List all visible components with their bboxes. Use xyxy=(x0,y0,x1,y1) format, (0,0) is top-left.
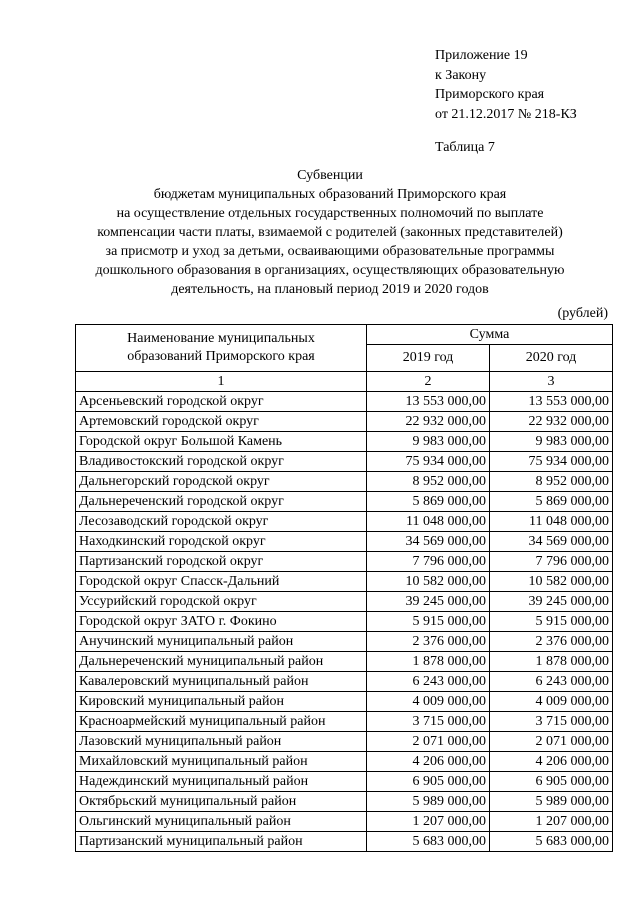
municipality-name-cell: Анучинский муниципальный район xyxy=(76,632,367,652)
header-year-2019: 2019 год xyxy=(367,345,490,372)
table-row xyxy=(76,692,613,712)
amount-2020-cell: 39 245 000,00 xyxy=(490,592,613,612)
table-row xyxy=(76,612,613,632)
amount-2019-cell: 2 376 000,00 xyxy=(367,632,490,652)
table-row xyxy=(76,512,613,532)
amount-2020-cell: 4 009 000,00 xyxy=(490,692,613,712)
municipality-name-cell: Михайловский муниципальный район xyxy=(76,752,367,772)
table-row xyxy=(76,732,613,752)
municipality-name-cell: Дальнереченский муниципальный район xyxy=(76,652,367,672)
amount-2020-cell: 6 905 000,00 xyxy=(490,772,613,792)
municipality-name-cell: Надеждинский муниципальный район xyxy=(76,772,367,792)
amount-2020-cell: 4 206 000,00 xyxy=(490,752,613,772)
municipality-name-cell: Артемовский городской округ xyxy=(76,412,367,432)
amount-2019-cell: 34 569 000,00 xyxy=(367,532,490,552)
municipality-name-cell: Дальнегорский городской округ xyxy=(76,472,367,492)
table-row xyxy=(76,772,613,792)
municipality-name-cell: Красноармейский муниципальный район xyxy=(76,712,367,732)
amount-2020-cell: 22 932 000,00 xyxy=(490,412,613,432)
amount-2019-cell: 5 915 000,00 xyxy=(367,612,490,632)
table-row xyxy=(76,592,613,612)
amount-2020-cell: 13 553 000,00 xyxy=(490,392,613,412)
table-row xyxy=(76,672,613,692)
municipality-name-cell: Городской округ Спасск-Дальний xyxy=(76,572,367,592)
heading-line: на осуществление отдельных государственных полномочий по выплате xyxy=(116,206,544,221)
table-row xyxy=(76,812,613,832)
amount-2019-cell: 7 796 000,00 xyxy=(367,552,490,572)
amount-2019-cell: 5 989 000,00 xyxy=(367,792,490,812)
amount-2019-cell: 1 878 000,00 xyxy=(367,652,490,672)
attachment-line: Приморского края xyxy=(435,87,545,102)
header-name-line: Наименование муниципальных xyxy=(127,331,315,346)
amount-2020-cell: 5 989 000,00 xyxy=(490,792,613,812)
amount-2019-cell: 6 243 000,00 xyxy=(367,672,490,692)
table-row xyxy=(76,832,613,852)
column-number: 1 xyxy=(76,372,367,392)
amount-2020-cell: 3 715 000,00 xyxy=(490,712,613,732)
amount-2020-cell: 5 869 000,00 xyxy=(490,492,613,512)
table-row xyxy=(76,572,613,592)
column-number: 3 xyxy=(490,372,613,392)
table-label: Таблица 7 xyxy=(435,140,495,155)
amount-2020-cell: 7 796 000,00 xyxy=(490,552,613,572)
amount-2019-cell: 4 009 000,00 xyxy=(367,692,490,712)
column-number-row xyxy=(76,372,613,392)
amount-2020-cell: 1 207 000,00 xyxy=(490,812,613,832)
amount-2020-cell: 6 243 000,00 xyxy=(490,672,613,692)
heading-line: деятельность, на плановый период 2019 и 2020 годов xyxy=(171,282,489,297)
table-row xyxy=(76,532,613,552)
municipality-name-cell: Лесозаводский городской округ xyxy=(76,512,367,532)
table-row xyxy=(76,392,613,412)
amount-2020-cell: 2 071 000,00 xyxy=(490,732,613,752)
table-row xyxy=(76,472,613,492)
amount-2020-cell: 75 934 000,00 xyxy=(490,452,613,472)
table-row xyxy=(76,432,613,452)
heading-line: бюджетам муниципальных образований Приморского края xyxy=(153,187,507,202)
heading-line: дошкольного образования в организациях, осуществляющих образовательную xyxy=(95,263,565,278)
municipality-name-cell: Арсеньевский городской округ xyxy=(76,392,367,412)
attachment-line: Приложение 19 xyxy=(435,48,528,63)
municipality-name-cell: Городской округ ЗАТО г. Фокино xyxy=(76,612,367,632)
heading-line: Субвенции xyxy=(297,168,363,183)
units-label: (рублей) xyxy=(557,306,608,321)
attachment-line: от 21.12.2017 № 218-КЗ xyxy=(435,106,577,122)
amount-2019-cell: 3 715 000,00 xyxy=(367,712,490,732)
amount-2019-cell: 5 869 000,00 xyxy=(367,492,490,512)
amount-2020-cell: 2 376 000,00 xyxy=(490,632,613,652)
municipality-name-cell: Октябрьский муниципальный район xyxy=(76,792,367,812)
amount-2019-cell: 8 952 000,00 xyxy=(367,472,490,492)
amount-2020-cell: 11 048 000,00 xyxy=(490,512,613,532)
amount-2020-cell: 10 582 000,00 xyxy=(490,572,613,592)
amount-2019-cell: 39 245 000,00 xyxy=(367,592,490,612)
attachment-line: к Закону xyxy=(435,67,487,83)
amount-2019-cell: 5 683 000,00 xyxy=(367,832,490,852)
amount-2019-cell: 10 582 000,00 xyxy=(367,572,490,592)
amount-2020-cell: 5 915 000,00 xyxy=(490,612,613,632)
municipality-name-cell: Кавалеровский муниципальный район xyxy=(76,672,367,692)
municipality-name-cell: Лазовский муниципальный район xyxy=(76,732,367,752)
municipality-name-cell: Кировский муниципальный район xyxy=(76,692,367,712)
attachment-reference xyxy=(435,46,577,124)
header-row xyxy=(76,325,613,345)
amount-2019-cell: 6 905 000,00 xyxy=(367,772,490,792)
amount-2020-cell: 1 878 000,00 xyxy=(490,652,613,672)
column-number: 2 xyxy=(367,372,490,392)
municipality-name-cell: Партизанский муниципальный район xyxy=(76,832,367,852)
municipality-name-cell: Партизанский городской округ xyxy=(76,552,367,572)
amount-2019-cell: 2 071 000,00 xyxy=(367,732,490,752)
table-row xyxy=(76,792,613,812)
table-row xyxy=(76,632,613,652)
amount-2020-cell: 5 683 000,00 xyxy=(490,832,613,852)
municipality-name-cell: Ольгинский муниципальный район xyxy=(76,812,367,832)
document-heading xyxy=(60,166,600,299)
subventions-table xyxy=(75,324,613,852)
amount-2020-cell: 34 569 000,00 xyxy=(490,532,613,552)
table-row xyxy=(76,752,613,772)
table-row xyxy=(76,552,613,572)
table-row xyxy=(76,652,613,672)
municipality-name-cell: Уссурийский городской округ xyxy=(76,592,367,612)
municipality-name-cell: Находкинский городской округ xyxy=(76,532,367,552)
table-row xyxy=(76,452,613,472)
amount-2019-cell: 11 048 000,00 xyxy=(367,512,490,532)
amount-2020-cell: 9 983 000,00 xyxy=(490,432,613,452)
amount-2019-cell: 22 932 000,00 xyxy=(367,412,490,432)
table-row xyxy=(76,712,613,732)
header-sum-cell: Сумма xyxy=(367,325,613,345)
header-year-2020: 2020 год xyxy=(490,345,613,372)
table-row xyxy=(76,412,613,432)
municipality-name-cell: Владивостокский городской округ xyxy=(76,452,367,472)
municipality-name-cell: Городской округ Большой Камень xyxy=(76,432,367,452)
heading-line: за присмотр и уход за детьми, осваивающими образовательные программы xyxy=(105,244,555,259)
amount-2020-cell: 8 952 000,00 xyxy=(490,472,613,492)
header-name-cell xyxy=(76,325,367,372)
amount-2019-cell: 4 206 000,00 xyxy=(367,752,490,772)
amount-2019-cell: 1 207 000,00 xyxy=(367,812,490,832)
table-row xyxy=(76,492,613,512)
header-name-line: образований Приморского края xyxy=(127,349,315,364)
amount-2019-cell: 9 983 000,00 xyxy=(367,432,490,452)
municipality-name-cell: Дальнереченский городской округ xyxy=(76,492,367,512)
amount-2019-cell: 75 934 000,00 xyxy=(367,452,490,472)
heading-line: компенсации части платы, взимаемой с родителей (законных представителей) xyxy=(97,225,563,240)
amount-2019-cell: 13 553 000,00 xyxy=(367,392,490,412)
